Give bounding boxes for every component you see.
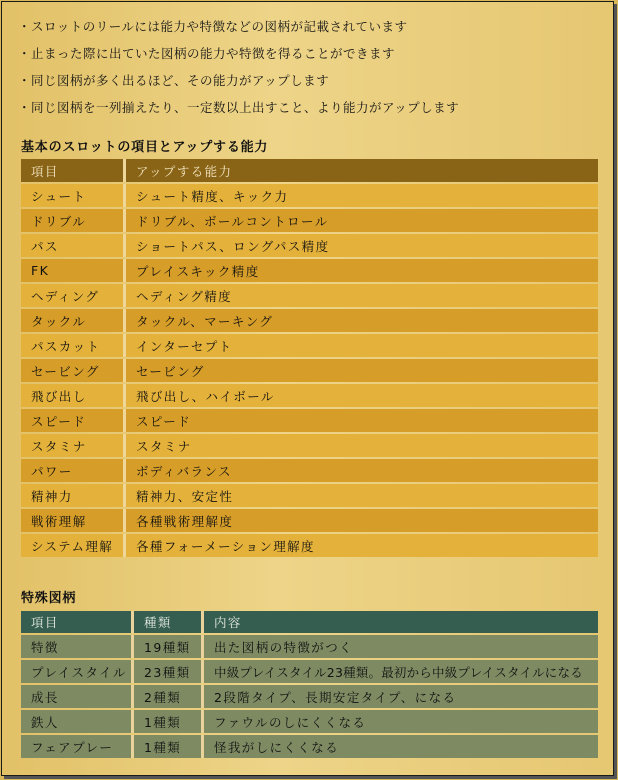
- content-cell: ファウルのしにくくなる: [204, 710, 598, 733]
- column-header-kind: 種類: [134, 611, 204, 633]
- ability-cell: スタミナ: [126, 434, 598, 457]
- kind-cell: 1種類: [134, 735, 204, 758]
- table-row: [21, 259, 598, 282]
- kind-cell: 23種類: [134, 660, 204, 683]
- ability-cell: タックル、マーキング: [126, 309, 598, 332]
- content-cell: 中級プレイスタイル23種類。最初から中級プレイスタイルになる: [204, 660, 598, 683]
- table-row: [21, 309, 598, 332]
- table-row: [21, 484, 598, 507]
- table-row: [21, 434, 598, 457]
- item-cell: セービング: [21, 359, 126, 382]
- basic-table-heading: 基本のスロットの項目とアップする能力: [21, 140, 269, 155]
- table-row: [21, 384, 598, 407]
- item-cell: パス: [21, 234, 126, 257]
- table-row: [21, 209, 598, 232]
- item-cell: タックル: [21, 309, 126, 332]
- table-row: [21, 334, 598, 357]
- ability-cell: ドリブル、ボールコントロール: [126, 209, 598, 232]
- table-row: [21, 710, 598, 733]
- table-row: [21, 660, 598, 683]
- column-header-item: 項目: [21, 159, 126, 182]
- column-header-item: 項目: [21, 611, 134, 633]
- table-row: [21, 509, 598, 532]
- note-line: ・同じ図柄を一列揃えたり、一定数以上出すこと、より能力がアップします: [18, 100, 460, 115]
- ability-cell: プレイスキック精度: [126, 259, 598, 282]
- item-cell: 精神力: [21, 484, 126, 507]
- item-cell: シュート: [21, 184, 126, 207]
- table-row: [21, 685, 598, 708]
- ability-cell: 各種戦術理解度: [126, 509, 598, 532]
- special-symbol-table: [21, 609, 598, 760]
- item-cell: プレイスタイル: [21, 660, 134, 683]
- item-cell: 戦術理解: [21, 509, 126, 532]
- table-header-row: [21, 611, 598, 633]
- item-cell: ヘディング: [21, 284, 126, 307]
- content-cell: 怪我がしにくくなる: [204, 735, 598, 758]
- notes-list: [18, 16, 459, 124]
- kind-cell: 1種類: [134, 710, 204, 733]
- item-cell: 鉄人: [21, 710, 134, 733]
- item-cell: FK: [21, 259, 126, 282]
- ability-cell: セービング: [126, 359, 598, 382]
- ability-cell: ショートパス、ロングパス精度: [126, 234, 598, 257]
- special-table-heading: 特殊図柄: [21, 591, 77, 606]
- ability-cell: 精神力、安定性: [126, 484, 598, 507]
- table-row: [21, 359, 598, 382]
- item-cell: 飛び出し: [21, 384, 126, 407]
- item-cell: スタミナ: [21, 434, 126, 457]
- table-row: [21, 234, 598, 257]
- table-row: [21, 409, 598, 432]
- item-cell: 成長: [21, 685, 134, 708]
- kind-cell: 19種類: [134, 635, 204, 658]
- ability-cell: スピード: [126, 409, 598, 432]
- content-cell: 2段階タイプ、長期安定タイプ、になる: [204, 685, 598, 708]
- item-cell: パスカット: [21, 334, 126, 357]
- column-header-ability: アップする能力: [126, 159, 598, 182]
- item-cell: 特徴: [21, 635, 134, 658]
- note-line: ・同じ図柄が多く出るほど、その能力がアップします: [18, 73, 330, 88]
- page-frame: [1, 1, 614, 776]
- table-row: [21, 635, 598, 658]
- item-cell: ドリブル: [21, 209, 126, 232]
- kind-cell: 2種類: [134, 685, 204, 708]
- item-cell: システム理解: [21, 534, 126, 557]
- column-header-content: 内容: [204, 611, 598, 633]
- item-cell: パワー: [21, 459, 126, 482]
- table-row: [21, 459, 598, 482]
- ability-cell: インターセプト: [126, 334, 598, 357]
- table-header-row: [21, 159, 598, 182]
- ability-cell: 飛び出し、ハイボール: [126, 384, 598, 407]
- table-row: [21, 534, 598, 557]
- table-row: [21, 284, 598, 307]
- table-row: [21, 735, 598, 758]
- ability-cell: ボディバランス: [126, 459, 598, 482]
- item-cell: フェアプレー: [21, 735, 134, 758]
- table-row: [21, 184, 598, 207]
- ability-cell: 各種フォーメーション理解度: [126, 534, 598, 557]
- note-line: ・スロットのリールには能力や特徴などの図柄が記載されています: [18, 19, 408, 34]
- note-line: ・止まった際に出ていた図柄の能力や特徴を得ることができます: [18, 46, 396, 61]
- item-cell: スピード: [21, 409, 126, 432]
- content-cell: 出た図柄の特徴がつく: [204, 635, 598, 658]
- ability-cell: シュート精度、キック力: [126, 184, 598, 207]
- ability-cell: ヘディング精度: [126, 284, 598, 307]
- basic-slot-table: [21, 157, 598, 559]
